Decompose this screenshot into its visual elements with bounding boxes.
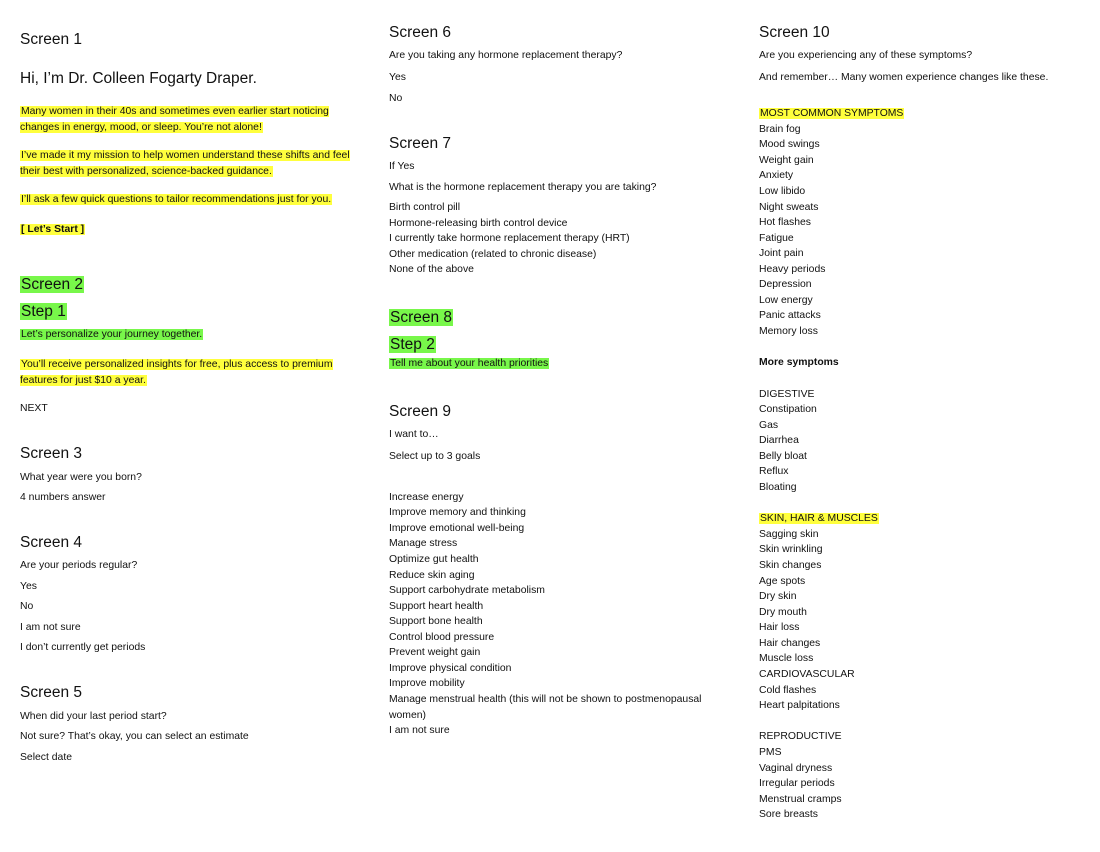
more-symptoms-heading: More symptoms xyxy=(759,357,839,368)
reproductive-heading: REPRODUCTIVE xyxy=(759,731,842,742)
symptom-option[interactable]: Vaginal dryness xyxy=(759,763,833,774)
hrt-question: Are you taking any hormone replacement therapy? xyxy=(389,50,623,61)
next-button[interactable]: NEXT xyxy=(20,403,48,414)
i-want-to-label: I want to… xyxy=(389,429,439,440)
screen-6-title: Screen 6 xyxy=(389,24,452,41)
born-question: What year were you born? xyxy=(20,472,142,483)
periods-option[interactable]: I am not sure xyxy=(20,622,81,633)
cardiovascular-heading: CARDIOVASCULAR xyxy=(759,669,855,680)
digestive-heading: DIGESTIVE xyxy=(759,389,815,400)
goal-option[interactable]: Support bone health xyxy=(389,616,483,627)
symptom-option[interactable]: Low libido xyxy=(759,186,806,197)
if-yes-label: If Yes xyxy=(389,161,415,172)
common-symptoms-heading: MOST COMMON SYMPTOMS xyxy=(760,108,904,119)
symptom-option[interactable]: Dry skin xyxy=(759,591,797,602)
goal-option[interactable]: Optimize gut health xyxy=(389,554,479,565)
symptom-option[interactable]: Joint pain xyxy=(759,248,804,259)
step-2-title: Step 2 xyxy=(390,336,435,353)
screen-8-title: Screen 8 xyxy=(390,309,453,326)
goal-option[interactable]: Increase energy xyxy=(389,492,464,503)
symptom-option[interactable]: Low energy xyxy=(759,295,813,306)
symptom-option[interactable]: Dry mouth xyxy=(759,607,807,618)
screen-3-title: Screen 3 xyxy=(20,445,83,462)
symptom-option[interactable]: Anxiety xyxy=(759,170,794,181)
screen-5-title: Screen 5 xyxy=(20,684,83,701)
symptom-option[interactable]: Diarrhea xyxy=(759,435,799,446)
symptom-option[interactable]: Night sweats xyxy=(759,202,819,213)
symptom-option[interactable]: Depression xyxy=(759,279,812,290)
symptom-option[interactable]: Sore breasts xyxy=(759,809,818,820)
symptom-option[interactable]: Heavy periods xyxy=(759,264,826,275)
screen-4-title: Screen 4 xyxy=(20,534,83,551)
symptom-option[interactable]: Belly bloat xyxy=(759,451,807,462)
goal-option[interactable]: Reduce skin aging xyxy=(389,570,475,581)
symptom-option[interactable]: Fatigue xyxy=(759,233,794,244)
screen-2-title: Screen 2 xyxy=(21,276,84,293)
screen-9-title: Screen 9 xyxy=(389,403,452,420)
symptom-option[interactable]: Heart palpitations xyxy=(759,700,840,711)
goal-option[interactable]: Support heart health xyxy=(389,601,484,612)
symptom-option[interactable]: Muscle loss xyxy=(759,653,814,664)
which-hrt-question: What is the hormone replacement therapy you are taking? xyxy=(389,182,657,193)
not-sure-hint: Not sure? That’s okay, you can select an estimate xyxy=(20,731,249,742)
periods-question: Are your periods regular? xyxy=(20,560,138,571)
hrt-option[interactable]: Yes xyxy=(389,72,406,83)
goal-option[interactable]: Improve physical condition xyxy=(389,663,512,674)
goal-option-not-sure[interactable]: I am not sure xyxy=(389,725,450,736)
hrt-type-option[interactable]: I currently take hormone replacement therapy (HRT) xyxy=(389,233,630,244)
symptom-option[interactable]: Skin wrinkling xyxy=(759,544,823,555)
symptom-option[interactable]: Mood swings xyxy=(759,139,820,150)
hrt-type-option[interactable]: Other medication (related to chronic disease) xyxy=(389,249,597,260)
lets-start-button[interactable]: [ Let’s Start ] xyxy=(21,224,85,235)
symptom-option[interactable]: Weight gain xyxy=(759,155,814,166)
periods-option[interactable]: I don’t currently get periods xyxy=(20,642,146,653)
symptom-option[interactable]: Memory loss xyxy=(759,326,818,337)
symptom-option[interactable]: Constipation xyxy=(759,404,817,415)
last-period-question: When did your last period start? xyxy=(20,711,167,722)
skin-hair-muscles-heading: SKIN, HAIR & MUSCLES xyxy=(760,513,878,524)
select-goals-hint: Select up to 3 goals xyxy=(389,451,481,462)
hrt-option[interactable]: No xyxy=(389,93,403,104)
goal-option[interactable]: Prevent weight gain xyxy=(389,647,481,658)
symptom-option[interactable]: Age spots xyxy=(759,576,806,587)
symptom-option[interactable]: Menstrual cramps xyxy=(759,794,842,805)
hrt-type-option[interactable]: Birth control pill xyxy=(389,202,461,213)
intro-paragraph-1: Many women in their 40s and sometimes even earlier start noticing changes in energy, mood, or sleep. You’re not alone! xyxy=(20,106,329,133)
goal-option-menstrual[interactable]: Manage menstrual health (this will not be shown to postmenopausal women) xyxy=(389,694,702,721)
symptom-option[interactable]: Cold flashes xyxy=(759,685,817,696)
intro-paragraph-3: I’ll ask a few quick questions to tailor recommendations just for you. xyxy=(21,194,332,205)
hrt-type-option[interactable]: None of the above xyxy=(389,264,474,275)
born-answer-field[interactable]: 4 numbers answer xyxy=(20,492,106,503)
symptom-option[interactable]: Sagging skin xyxy=(759,529,819,540)
remember-note: And remember… Many women experience changes like these. xyxy=(759,72,1049,83)
priorities-text: Tell me about your health priorities xyxy=(390,358,549,369)
periods-option[interactable]: Yes xyxy=(20,581,37,592)
screen-1-title: Screen 1 xyxy=(20,31,83,48)
periods-option[interactable]: No xyxy=(20,601,34,612)
goal-option[interactable]: Support carbohydrate metabolism xyxy=(389,585,545,596)
goal-option[interactable]: Manage stress xyxy=(389,538,458,549)
goal-option[interactable]: Improve emotional well-being xyxy=(389,523,525,534)
symptom-option[interactable]: Hair changes xyxy=(759,638,821,649)
goal-option[interactable]: Improve mobility xyxy=(389,678,465,689)
symptom-option[interactable]: Hot flashes xyxy=(759,217,811,228)
symptom-option[interactable]: Panic attacks xyxy=(759,310,821,321)
symptom-option[interactable]: Skin changes xyxy=(759,560,822,571)
personalize-text: Let’s personalize your journey together. xyxy=(21,329,203,340)
symptoms-question: Are you experiencing any of these symptoms? xyxy=(759,50,973,61)
symptom-option[interactable]: PMS xyxy=(759,747,782,758)
goal-option[interactable]: Improve memory and thinking xyxy=(389,507,526,518)
symptom-option[interactable]: Brain fog xyxy=(759,124,801,135)
symptom-option[interactable]: Reflux xyxy=(759,466,789,477)
select-date-field[interactable]: Select date xyxy=(20,752,72,763)
screen-10-title: Screen 10 xyxy=(759,24,830,41)
symptom-option[interactable]: Irregular periods xyxy=(759,778,835,789)
doctor-greeting: Hi, I’m Dr. Colleen Fogarty Draper. xyxy=(20,70,257,87)
symptom-option[interactable]: Hair loss xyxy=(759,622,800,633)
insights-text: You’ll receive personalized insights for free, plus access to premium features for just $10 a year. xyxy=(20,359,333,386)
step-1-title: Step 1 xyxy=(21,303,66,320)
hrt-type-option[interactable]: Hormone-releasing birth control device xyxy=(389,218,568,229)
intro-paragraph-2: I’ve made it my mission to help women understand these shifts and feel their best with personalized, science-backed guidance. xyxy=(20,150,350,177)
symptom-option[interactable]: Gas xyxy=(759,420,779,431)
symptom-option[interactable]: Bloating xyxy=(759,482,797,493)
screen-7-title: Screen 7 xyxy=(389,135,452,152)
goal-option[interactable]: Control blood pressure xyxy=(389,632,495,643)
